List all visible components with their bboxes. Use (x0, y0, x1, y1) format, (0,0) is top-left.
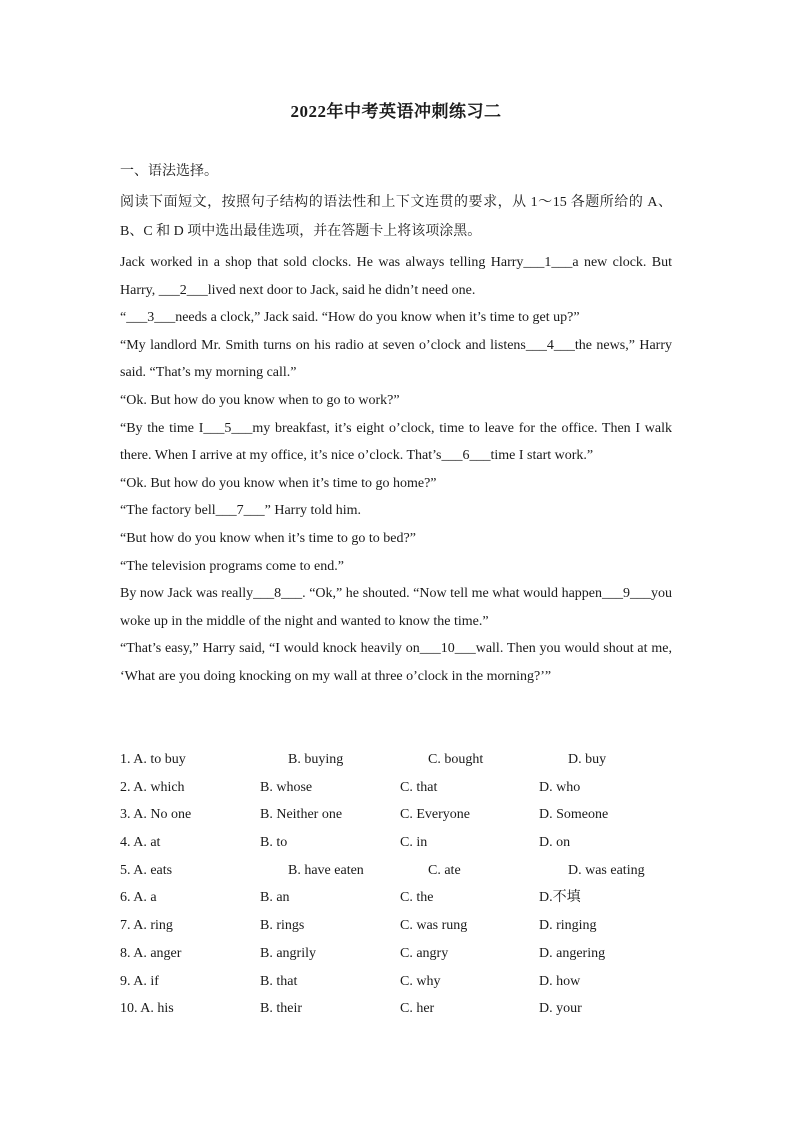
passage-text: “My landlord Mr. Smith turns on his radio at seven o’clock and listens (120, 337, 526, 353)
option-d: D. who (539, 779, 581, 795)
option-d: D. buy (568, 752, 607, 767)
option-c: C. angry (400, 945, 449, 961)
passage-paragraph (120, 580, 672, 635)
option-b: B. rings (260, 918, 305, 934)
section-heading: 一、语法选择。 (120, 164, 218, 179)
option-a: 7. A. ring (120, 918, 173, 934)
option-c: C. Everyone (400, 807, 470, 823)
passage-text: “The factory bell (120, 503, 216, 519)
option-c: C. in (400, 835, 428, 851)
answer-blank: ___7___ (215, 503, 265, 519)
passage-text: “Ok. But how do you know when to go to work?” (120, 392, 400, 408)
passage-text: a new clock. But Harry, (120, 255, 672, 298)
option-a: 3. A. No one (120, 807, 192, 823)
answer-blank: ___4___ (525, 337, 575, 353)
answer-blank: ___9___ (602, 586, 651, 602)
option-c: C. her (400, 1001, 435, 1017)
passage (120, 249, 672, 691)
option-c: C. the (400, 890, 434, 906)
instructions: 阅读下面短文，按照句子结构的语法性和上下文连贯的要求，从 1～15 各题所给的 A、B、C 和 D 项中选出最佳选项，并在答题卡上将该项涂黑。 (120, 195, 672, 239)
passage-text: ” Harry told him. (264, 503, 362, 519)
answer-blank: ___6___ (441, 448, 491, 464)
option-d: D. ringing (539, 918, 597, 934)
passage-text: By now Jack was really (120, 586, 254, 602)
option-d: D. angering (539, 945, 606, 961)
option-row (120, 857, 680, 885)
option-d: D.不填 (539, 890, 581, 906)
option-b: B. angrily (260, 945, 316, 961)
passage-paragraph (120, 553, 672, 581)
passage-paragraph (120, 387, 672, 415)
option-row (120, 968, 680, 996)
option-a: 9. A. if (120, 973, 159, 989)
option-c: C. bought (428, 752, 484, 767)
option-row (120, 746, 680, 774)
passage-text: time I start work.” (490, 448, 594, 464)
option-row (120, 801, 680, 829)
passage-text: . “Ok,” he shouted. “Now tell me what would happen (302, 586, 602, 602)
option-a: 6. A. a (120, 890, 157, 906)
passage-text: you woke up in the middle of the night and wanted to know the time.” (120, 586, 672, 629)
answer-options (120, 746, 680, 1023)
passage-text: Jack worked in a shop that sold clocks. He was always telling Harry (120, 255, 524, 270)
passage-text: the news,” Harry said. “That’s my morning call.” (120, 337, 672, 381)
passage-paragraph (120, 497, 672, 525)
option-d: D. was eating (568, 862, 645, 878)
passage-paragraph (120, 304, 672, 332)
answer-blank: ___5___ (203, 420, 253, 436)
option-a: 4. A. at (120, 835, 161, 851)
option-row (120, 912, 680, 940)
option-row (120, 884, 680, 912)
option-row (120, 940, 680, 968)
option-b: B. to (260, 835, 288, 851)
passage-text: my breakfast, it’s eight o’clock, time to leave for the office. Then I walk there. When I arrive at my office, it’s nice o’clock. That’s (120, 420, 672, 464)
option-b: B. Neither one (260, 807, 343, 823)
answer-blank: ___10___ (419, 641, 476, 657)
passage-text: “But how do you know when it’s time to go to bed?” (120, 530, 416, 546)
option-d: D. how (539, 973, 581, 989)
option-b: B. have eaten (288, 862, 364, 878)
option-b: B. that (260, 973, 298, 989)
passage-text: wall. Then you would shout at me, ‘What are you doing knocking on my wall at three o’clock in the morning?’” (120, 641, 672, 684)
passage-text: “By the time I (120, 420, 204, 436)
option-a: 1. A. to buy (120, 752, 186, 767)
option-b: B. their (260, 1001, 302, 1017)
option-b: B. buying (288, 752, 344, 767)
option-c: C. was rung (400, 918, 468, 934)
page-title: 2022年中考英语冲刺练习二 (290, 102, 502, 121)
option-b: B. whose (260, 779, 313, 795)
option-row (120, 774, 680, 802)
passage-text: “ (120, 310, 127, 326)
answer-blank: ___1___ (523, 255, 573, 270)
passage-paragraph (120, 415, 672, 470)
passage-text: “The television programs come to end.” (120, 558, 344, 574)
option-d: D. Someone (539, 807, 609, 823)
passage-paragraph (120, 332, 672, 387)
option-a: 5. A. eats (120, 862, 173, 878)
passage-text: lived next door to Jack, said he didn’t need one. (207, 282, 476, 298)
option-a: 10. A. his (120, 1001, 174, 1017)
option-a: 8. A. anger (120, 945, 182, 961)
option-c: C. why (400, 973, 441, 989)
passage-paragraph (120, 635, 672, 690)
passage-text: “Ok. But how do you know when it’s time to go home?” (120, 475, 437, 491)
option-d: D. your (539, 1001, 582, 1017)
option-c: C. that (400, 779, 438, 795)
option-a: 2. A. which (120, 779, 185, 795)
option-row (120, 829, 680, 857)
passage-text: “That’s easy,” Harry said, “I would knock heavily on (120, 641, 420, 657)
option-row (120, 995, 680, 1023)
passage-paragraph (120, 470, 672, 498)
option-c: C. ate (428, 862, 461, 878)
passage-paragraph (120, 249, 672, 304)
answer-blank: ___8___ (253, 586, 303, 602)
passage-paragraph (120, 525, 672, 553)
answer-blank: ___2___ (158, 282, 208, 298)
answer-blank: ___3___ (126, 310, 176, 326)
option-b: B. an (260, 890, 290, 906)
option-d: D. on (539, 835, 571, 851)
passage-text: needs a clock,” Jack said. “How do you know when it’s time to get up?” (175, 310, 580, 326)
